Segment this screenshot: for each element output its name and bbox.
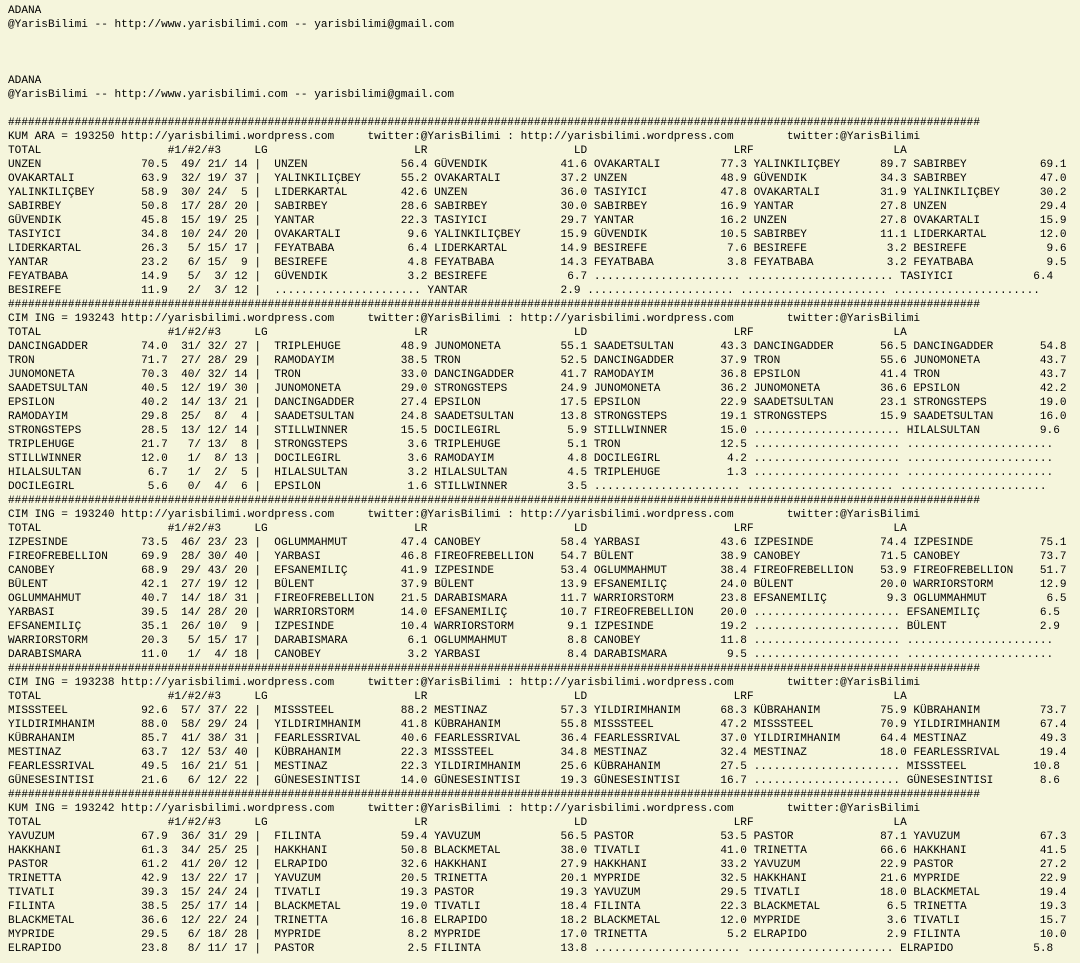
table-row: PASTOR 61.2 41/ 20/ 12 | ELRAPIDO 32.6 HAKKHANI 27.9 HAKKHANI 33.2 YAVUZUM 22.9 PASTOR 27.2: [8, 859, 1067, 871]
table-row: EFSANEMILIÇ 35.1 26/ 10/ 9 | IZPESINDE 10.4 WARRIORSTORM 9.1 IZPESINDE 19.2 ...................... BÜLENT 2.9: [8, 621, 1060, 633]
race-title: KUM ARA = 193250 http://yarisbilimi.wordpress.com twitter:@YarisBilimi : http://yarisbilimi.wordpress.com twitter:@YarisBilimi: [8, 131, 921, 143]
header-line: @YarisBilimi -- http://www.yarisbilimi.com -- yarisbilimi@gmail.com: [8, 19, 455, 31]
table-row: TASIYICI 34.8 10/ 24/ 20 | OVAKARTALI 9.6 YALINKILIÇBEY 15.9 GÜVENDIK 10.5 SABIRBEY 11.1 LIDERKARTAL 12.0: [8, 229, 1067, 241]
table-row: FILINTA 38.5 25/ 17/ 14 | BLACKMETAL 19.0 TIVATLI 18.4 FILINTA 22.3 BLACKMETAL 6.5 TRINETTA 19.3: [8, 901, 1067, 913]
separator-line: ##################################################################################################################################################: [8, 789, 980, 801]
table-row: YILDIRIMHANIM 88.0 58/ 29/ 24 | YILDIRIMHANIM 41.8 KÜBRAHANIM 55.8 MISSSTEEL 47.2 MISSSTEEL 70.9 YILDIRIMHANIM 67.4: [8, 719, 1067, 731]
race-title: CIM ING = 193240 http://yarisbilimi.wordpress.com twitter:@YarisBilimi : http://yarisbilimi.wordpress.com twitter:@YarisBilimi: [8, 509, 921, 521]
header-line: ADANA: [8, 75, 42, 87]
table-row: YANTAR 23.2 6/ 15/ 9 | BESIREFE 4.8 FEYATBABA 14.3 FEYATBABA 3.8 FEYATBABA 3.2 FEYATBABA 9.5: [8, 257, 1067, 269]
table-row: BLACKMETAL 36.6 12/ 22/ 24 | TRINETTA 16.8 ELRAPIDO 18.2 BLACKMETAL 12.0 MYPRIDE 3.6 TIVATLI 15.7: [8, 915, 1067, 927]
table-row: SAADETSULTAN 40.5 12/ 19/ 30 | JUNOMONETA 29.0 STRONGSTEPS 24.9 JUNOMONETA 36.2 JUNOMONETA 36.6 EPSILON 42.2: [8, 383, 1067, 395]
table-row: RAMODAYIM 29.8 25/ 8/ 4 | SAADETSULTAN 24.8 SAADETSULTAN 13.8 STRONGSTEPS 19.1 STRONGSTEPS 15.9 SAADETSULTAN 16.0: [8, 411, 1067, 423]
header-line: ADANA: [8, 5, 42, 17]
table-row: TIVATLI 39.3 15/ 24/ 24 | TIVATLI 19.3 PASTOR 19.3 YAVUZUM 29.5 TIVATLI 18.0 BLACKMETAL 19.4: [8, 887, 1067, 899]
table-row: LIDERKARTAL 26.3 5/ 15/ 17 | FEYATBABA 6.4 LIDERKARTAL 14.9 BESIREFE 7.6 BESIREFE 3.2 BESIREFE 9.6: [8, 243, 1067, 255]
table-row: IZPESINDE 73.5 46/ 23/ 23 | OGLUMMAHMUT 47.4 CANOBEY 58.4 YARBASI 43.6 IZPESINDE 74.4 IZPESINDE 75.1: [8, 537, 1067, 549]
table-row: UNZEN 70.5 49/ 21/ 14 | UNZEN 56.4 GÜVENDIK 41.6 OVAKARTALI 77.3 YALINKILIÇBEY 89.7 SABIRBEY 69.1: [8, 159, 1067, 171]
table-row: BESIREFE 11.9 2/ 3/ 12 | ...................... YANTAR 2.9 ...................... ...................... ......................: [8, 285, 1040, 297]
table-row: CANOBEY 68.9 29/ 43/ 20 | EFSANEMILIÇ 41.9 IZPESINDE 53.4 OGLUMMAHMUT 38.4 FIREOFREBELLION 53.9 FIREOFREBELLION 51.7: [8, 565, 1067, 577]
table-row: DANCINGADDER 74.0 31/ 32/ 27 | TRIPLEHUGE 48.9 JUNOMONETA 55.1 SAADETSULTAN 43.3 DANCINGADDER 56.5 DANCINGADDER 54.8: [8, 341, 1067, 353]
table-row: SABIRBEY 50.8 17/ 28/ 20 | SABIRBEY 28.6 SABIRBEY 30.0 SABIRBEY 16.9 YANTAR 27.8 UNZEN 29.4: [8, 201, 1067, 213]
separator-line: ##################################################################################################################################################: [8, 495, 980, 507]
table-row: WARRIORSTORM 20.3 5/ 15/ 17 | DARABISMARA 6.1 OGLUMMAHMUT 8.8 CANOBEY 11.8 ...................... ......................: [8, 635, 1054, 647]
separator-line: ##################################################################################################################################################: [8, 299, 980, 311]
table-row: HAKKHANI 61.3 34/ 25/ 25 | HAKKHANI 50.8 BLACKMETAL 38.0 TIVATLI 41.0 TRINETTA 66.6 HAKKHANI 41.5: [8, 845, 1067, 857]
table-row: YAVUZUM 67.9 36/ 31/ 29 | FILINTA 59.4 YAVUZUM 56.5 PASTOR 53.5 PASTOR 87.1 YAVUZUM 67.3: [8, 831, 1067, 843]
table-row: STILLWINNER 12.0 1/ 8/ 13 | DOCILEGIRL 3.6 RAMODAYIM 4.8 DOCILEGIRL 4.2 ...................... ......................: [8, 453, 1054, 465]
table-row: TRIPLEHUGE 21.7 7/ 13/ 8 | STRONGSTEPS 3.6 TRIPLEHUGE 5.1 TRON 12.5 ...................... ......................: [8, 439, 1054, 451]
table-row: FEARLESSRIVAL 49.5 16/ 21/ 51 | MESTINAZ 22.3 YILDIRIMHANIM 25.6 KÜBRAHANIM 27.5 ...................... MISSSTEEL 10.8: [8, 761, 1060, 773]
column-header: TOTAL #1/#2/#3 LG LR LD LRF LA: [8, 327, 907, 339]
table-row: MYPRIDE 29.5 6/ 18/ 28 | MYPRIDE 8.2 MYPRIDE 17.0 TRINETTA 5.2 ELRAPIDO 2.9 FILINTA 10.0: [8, 929, 1067, 941]
column-header: TOTAL #1/#2/#3 LG LR LD LRF LA: [8, 145, 907, 157]
table-row: DOCILEGIRL 5.6 0/ 4/ 6 | EPSILON 1.6 STILLWINNER 3.5 ...................... ...................... ......................: [8, 481, 1047, 493]
separator-line: ##################################################################################################################################################: [8, 663, 980, 675]
table-row: MISSSTEEL 92.6 57/ 37/ 22 | MISSSTEEL 88.2 MESTINAZ 57.3 YILDIRIMHANIM 68.3 KÜBRAHANIM 75.9 KÜBRAHANIM 73.7: [8, 705, 1067, 717]
race-title: CIM ING = 193243 http://yarisbilimi.wordpress.com twitter:@YarisBilimi : http://yarisbilimi.wordpress.com twitter:@YarisBilimi: [8, 313, 921, 325]
table-row: JUNOMONETA 70.3 40/ 32/ 14 | TRON 33.0 DANCINGADDER 41.7 RAMODAYIM 36.8 EPSILON 41.4 TRON 43.7: [8, 369, 1067, 381]
table-row: YARBASI 39.5 14/ 28/ 20 | WARRIORSTORM 14.0 EFSANEMILIÇ 10.7 FIREOFREBELLION 20.0 ...................... EFSANEMILIÇ 6.5: [8, 607, 1060, 619]
race-title: KUM ING = 193242 http://yarisbilimi.wordpress.com twitter:@YarisBilimi : http://yarisbilimi.wordpress.com twitter:@YarisBilimi: [8, 803, 921, 815]
table-row: YALINKILIÇBEY 58.9 30/ 24/ 5 | LIDERKARTAL 42.6 UNZEN 36.0 TASIYICI 47.8 OVAKARTALI 31.9 YALINKILIÇBEY 30.2: [8, 187, 1067, 199]
column-header: TOTAL #1/#2/#3 LG LR LD LRF LA: [8, 691, 907, 703]
table-row: KÜBRAHANIM 85.7 41/ 38/ 31 | FEARLESSRIVAL 40.6 FEARLESSRIVAL 36.4 FEARLESSRIVAL 37.0 YILDIRIMHANIM 64.4 MESTINAZ 49.3: [8, 733, 1067, 745]
table-row: GÜVENDIK 45.8 15/ 19/ 25 | YANTAR 22.3 TASIYICI 29.7 YANTAR 16.2 UNZEN 27.8 OVAKARTALI 15.9: [8, 215, 1067, 227]
table-row: EPSILON 40.2 14/ 13/ 21 | DANCINGADDER 27.4 EPSILON 17.5 EPSILON 22.9 SAADETSULTAN 23.1 STRONGSTEPS 19.0: [8, 397, 1067, 409]
column-header: TOTAL #1/#2/#3 LG LR LD LRF LA: [8, 817, 907, 829]
table-row: DARABISMARA 11.0 1/ 4/ 18 | CANOBEY 3.2 YARBASI 8.4 DARABISMARA 9.5 ...................... ......................: [8, 649, 1054, 661]
header-line: @YarisBilimi -- http://www.yarisbilimi.com -- yarisbilimi@gmail.com: [8, 89, 455, 101]
table-row: TRINETTA 42.9 13/ 22/ 17 | YAVUZUM 20.5 TRINETTA 20.1 MYPRIDE 32.5 HAKKHANI 21.6 MYPRIDE 22.9: [8, 873, 1067, 885]
table-row: TRON 71.7 27/ 28/ 29 | RAMODAYIM 38.5 TRON 52.5 DANCINGADDER 37.9 TRON 55.6 JUNOMONETA 43.7: [8, 355, 1067, 367]
table-row: ELRAPIDO 23.8 8/ 11/ 17 | PASTOR 2.5 FILINTA 13.8 ...................... ...................... ELRAPIDO 5.8: [8, 943, 1054, 955]
table-row: OGLUMMAHMUT 40.7 14/ 18/ 31 | FIREOFREBELLION 21.5 DARABISMARA 11.7 WARRIORSTORM 23.8 EFSANEMILIÇ 9.3 OGLUMMAHMUT 6.5: [8, 593, 1067, 605]
table-row: STRONGSTEPS 28.5 13/ 12/ 14 | STILLWINNER 15.5 DOCILEGIRL 5.9 STILLWINNER 15.0 ...................... HILALSULTAN 9.6: [8, 425, 1060, 437]
table-row: GÜNESESINTISI 21.6 6/ 12/ 22 | GÜNESESINTISI 14.0 GÜNESESINTISI 19.3 GÜNESESINTISI 16.7 ...................... GÜNESESINTISI 8.6: [8, 775, 1060, 787]
table-row: FIREOFREBELLION 69.9 28/ 30/ 40 | YARBASI 46.8 FIREOFREBELLION 54.7 BÜLENT 38.9 CANOBEY 71.5 CANOBEY 73.7: [8, 551, 1067, 563]
race-title: CIM ING = 193238 http://yarisbilimi.wordpress.com twitter:@YarisBilimi : http://yarisbilimi.wordpress.com twitter:@YarisBilimi: [8, 677, 921, 689]
table-row: MESTINAZ 63.7 12/ 53/ 40 | KÜBRAHANIM 22.3 MISSSTEEL 34.8 MESTINAZ 32.4 MESTINAZ 18.0 FEARLESSRIVAL 19.4: [8, 747, 1067, 759]
table-row: OVAKARTALI 63.9 32/ 19/ 37 | YALINKILIÇBEY 55.2 OVAKARTALI 37.2 UNZEN 48.9 GÜVENDIK 34.3 SABIRBEY 47.0: [8, 173, 1067, 185]
separator-line: ##################################################################################################################################################: [8, 117, 980, 129]
table-row: FEYATBABA 14.9 5/ 3/ 12 | GÜVENDIK 3.2 BESIREFE 6.7 ...................... ...................... TASIYICI 6.4: [8, 271, 1054, 283]
table-row: HILALSULTAN 6.7 1/ 2/ 5 | HILALSULTAN 3.2 HILALSULTAN 4.5 TRIPLEHUGE 1.3 ...................... ......................: [8, 467, 1054, 479]
column-header: TOTAL #1/#2/#3 LG LR LD LRF LA: [8, 523, 907, 535]
table-row: BÜLENT 42.1 27/ 19/ 12 | BÜLENT 37.9 BÜLENT 13.9 EFSANEMILIÇ 24.0 BÜLENT 20.0 WARRIORSTORM 12.9: [8, 579, 1067, 591]
